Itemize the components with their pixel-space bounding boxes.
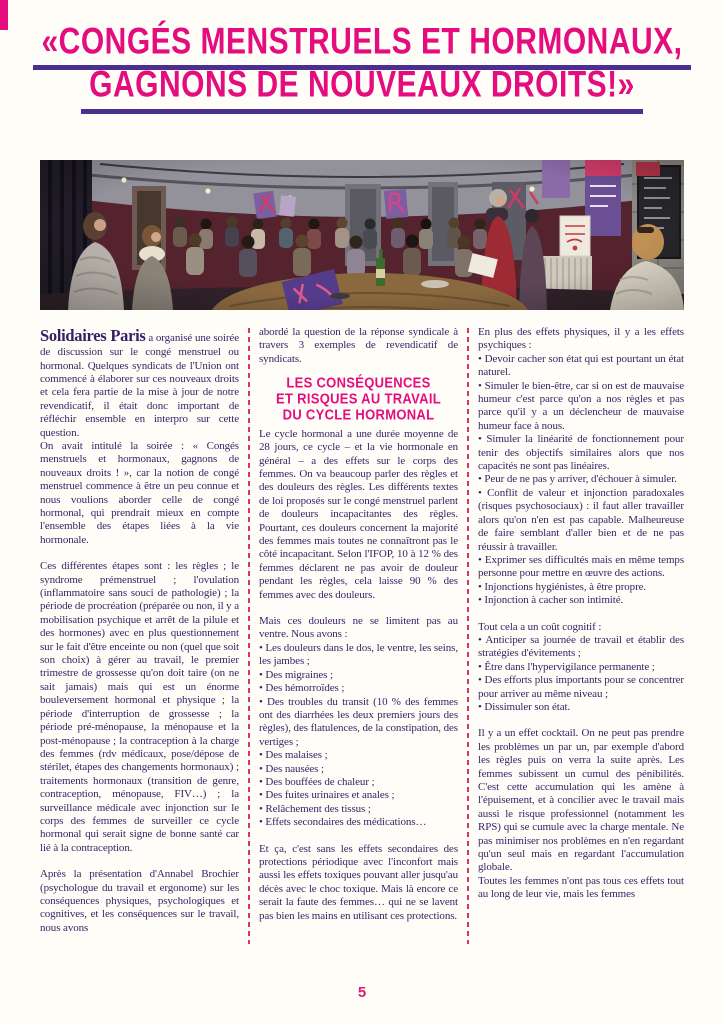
paragraph-spacer — [259, 602, 458, 615]
paragraph-spacer — [478, 608, 684, 621]
paragraph: Il y a un effet cocktail. On ne peut pas prendre les problèmes un par un, par exemple d'abord les règles puis on verra la suite après. Les femmes subissent un cumul des pénibilités. C'est cette accumulation qui les amène à l'épuisement, et à concilier avec le travail mais aussi le risque professionnel (notamment les RPS) qui se cumule avec la charge mentale. Ne pas minimiser nos problèmes en n'en regardant qu'un seul mais en regardant l'accumulation globale. — [478, 727, 684, 874]
bullet-item: • Des migraines ; — [259, 668, 333, 681]
bullet-item: • Des troubles du transit (10 % des femmes ont des diarrhées les deux premiers jours des règles), des flatulences, de la constipation, des vertiges ; — [259, 695, 458, 748]
article-title-line1: «CONGÉS MENSTRUELS ET HORMONAUX, — [33, 30, 690, 70]
bullet-item: • Des malaises ; — [259, 749, 328, 762]
paragraph: En plus des effets physiques, il y a les effets psychiques : — [478, 326, 684, 352]
bullet-item: • Des bouffées de chaleur ; — [259, 775, 375, 788]
paragraph — [40, 326, 239, 440]
paragraph-spacer — [259, 830, 458, 843]
section-heading-line2: ET RISQUES AU TRAVAIL — [276, 390, 441, 407]
bullet-item: • Des efforts plus importants pour se concentrer pour arriver au même niveau ; — [478, 674, 684, 700]
paragraph: Après la présentation d'Annabel Brochier (psychologue du travail et ergonome) sur les conséquences physiques, psychologiques et cognitives, et les conséquences sur le travail, nous avons — [40, 868, 239, 934]
column-separator — [248, 328, 250, 944]
paragraph: abordé la question de la réponse syndicale à travers 3 exemples de revendicatif de syndicats. — [259, 326, 458, 365]
bullet-item: • Injonctions hygiénistes, à être propre. — [478, 580, 647, 593]
bullet-item: • Les douleurs dans le dos, le ventre, les seins, les jambes ; — [259, 641, 458, 668]
column-1 — [40, 326, 239, 978]
column-2 — [259, 326, 458, 978]
column-3 — [478, 326, 684, 978]
section-heading — [259, 375, 458, 423]
section-heading-line3: DU CYCLE HORMONAL — [282, 406, 435, 423]
meeting-photo — [40, 160, 684, 310]
column-separator — [467, 328, 469, 944]
article-title — [0, 21, 724, 117]
bullet-item: • Simuler le bien-être, car si on est de mauvaise humeur c'est parce qu'on a nos règles et pas parce qu'il y a un déclencheur de mauvaise humeur face à nous. — [478, 379, 684, 432]
bullet-item: • Anticiper sa journée de travail et établir des stratégies d'évitements ; — [478, 633, 684, 660]
paragraph-spacer — [478, 714, 684, 727]
bullet-item: • Peur de ne pas y arriver, d'échouer à simuler. — [478, 473, 677, 486]
bullet-item: • Simuler la linéarité de fonctionnement pour tenir des objectifs similaires alors que nos capacités ne sont pas linéaires. — [478, 433, 684, 473]
paragraph: Le cycle hormonal a une durée moyenne de 28 jours, ce cycle – et la vie hormonale en général – a des effets sur le corps des femmes. On va beaucoup parler des règles et des douleurs des règles. Les différents textes de loi proposés sur le congé menstruel parlent de douleurs incapacitantes des règles. Pourtant, ces douleurs concernent la majorité des femmes mais toutes ne connaîtront pas le côté incapacitant. Selon l'IFOP, 10 à 12 % des femmes déclarent ne pas avoir de douleur pendant les règles, cela laisse 90 % des femmes avec des douleurs. — [259, 427, 458, 601]
paragraph-text: a organisé une soirée de discussion sur le congé menstruel ou hormonal. Quelques syndicats de l'Union ont commencé à élaborer sur ces nouveaux droits et cela fera partie de la mise à jour de notre revendicatif, il était donc important de réfléchir ensemble en interpro sur cette question. — [40, 332, 239, 439]
paragraph: On avait intitulé la soirée : « Congés menstruels et hormonaux, gagnons de nouveaux droits ! », car la notion de congé menstruel commence à être un peu connue et nous voulions aborder celle de congé hormonal, qui prendrait mieux en compte l'ensemble des étapes liées à la vie hormonale. — [40, 439, 239, 546]
paragraph-spacer — [40, 855, 239, 868]
bullet-item: • Dissimuler son état. — [478, 700, 571, 713]
bullet-item: • Des hémorroïdes ; — [259, 682, 345, 695]
article-title-line2: GAGNONS DE NOUVEAUX DROITS!» — [81, 73, 643, 113]
bullet-item: • Injonction à cacher son intimité. — [478, 594, 624, 607]
bullet-item: • Conflit de valeur et injonction paradoxales (risques psychosociaux) : il faut aller travailler alors qu'on n'en est pas capable. Malheureuse de faire semblant d'aller bien et de ne pas réussir à travailler. — [478, 486, 684, 553]
bullet-item: • Des fuites urinaires et anales ; — [259, 789, 395, 802]
page-number: 5 — [357, 984, 367, 1001]
paragraph: Ces différentes étapes sont : les règles ; le syndrome prémenstruel ; l'ovulation (inflammatoire sans souci de pathologie) ; la période de procréation (préparée ou non, il y a mobilisation psychique et arrêt de la pilule et des hormones) avec en plus questionnement sur le fait d'être enceinte ou non (quel que soit son choix) à gérer au travail, le premier trimestre de grossesse qu'on doit taire (on ne sait jamais) mais qui est un énorme bouleversement hormonal et physique ; la période d'interruption de grossesse ; la période pré-ménopause, la ménopause et la post-ménopause ; la contraception à la charge des femmes (rdv médicaux, pose/dépose de stérilet, étapes des changements hormonaux) ; traitements hormonaux (transition de genre, contraception, ménopause, FIV…) ; la surveillance médicale avec injonction sur le corps des femmes de surveiller ce cycle hormonal qui serait signe de bonne santé car lié à la contraception. — [40, 560, 240, 854]
bullet-item: • Être dans l'hypervigilance permanente ; — [478, 660, 655, 673]
page-edge-mark — [0, 0, 8, 30]
section-heading-line1: LES CONSÉQUENCES — [286, 374, 431, 391]
paragraph-spacer — [40, 547, 239, 560]
bullet-item: • Exprimer ses difficultés mais en même temps personne pour mettre en œuvre des actions. — [478, 553, 684, 580]
bullet-item: • Des nausées ; — [259, 762, 324, 775]
bullet-item: • Effets secondaires des médications… — [259, 816, 427, 829]
article-lead: Solidaires Paris — [40, 326, 146, 345]
paragraph: Et ça, c'est sans les effets secondaires des protections périodique avec l'inconfort mais aussi les effets toxiques pouvant aller jusqu'au décès avec le choc toxique. Mais là encore ce serait la faute des femmes… qui ne se lavent pas bien les mains en utilisant ces protections. — [259, 842, 458, 922]
paragraph: Toutes les femmes n'ont pas tous ces effets tout au long de leur vie, mais les femmes — [478, 874, 684, 901]
paragraph: Tout cela a un coût cognitif : — [478, 620, 602, 633]
paragraph: Mais ces douleurs ne se limitent pas au ventre. Nous avons : — [259, 615, 458, 641]
meeting-photo-illustration — [40, 160, 684, 310]
article-body — [40, 326, 684, 978]
bullet-item: • Devoir cacher son état qui est pourtant un état naturel. — [478, 352, 684, 379]
bullet-item: • Relâchement des tissus ; — [259, 802, 371, 815]
